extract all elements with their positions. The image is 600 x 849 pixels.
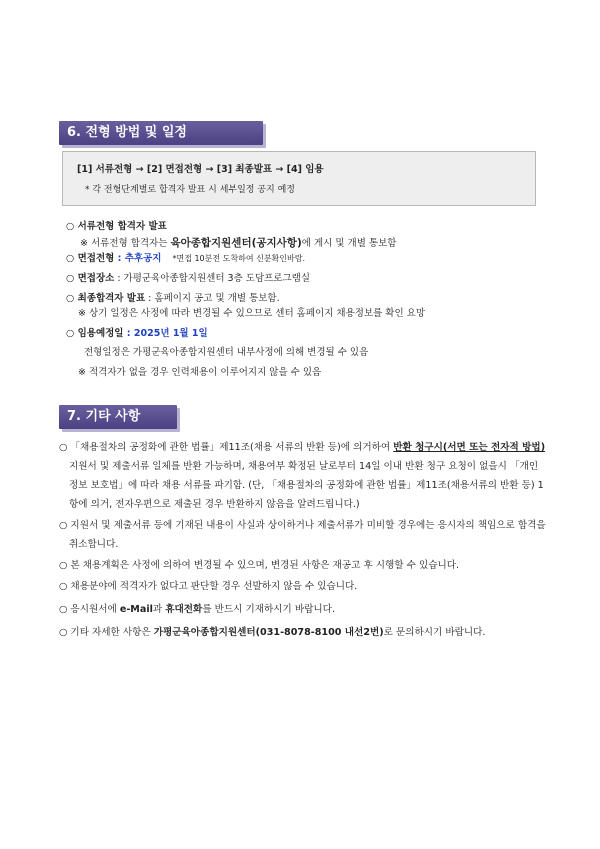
inquiry-c: 로 문의하시기 바랍니다. [383, 627, 486, 638]
doc-result-note-post: 에 게시 및 개별 통보함 [301, 238, 397, 249]
steps-line: [1] 서류전형 → [2] 면접전형 → [3] 최종발표 → [4] 임용 [77, 164, 324, 175]
doc-result-note [80, 236, 396, 251]
doc-result-note-pre: ※ 서류전형 합격자는 [80, 238, 171, 249]
steps-box [62, 151, 536, 206]
section7-heading: 7. 기타 사항 [59, 405, 177, 429]
inquiry-a: ○ 기타 자세한 사항은 [59, 627, 154, 638]
steps-note: * 각 전형단계별로 합격자 발표 시 세부일정 공지 예정 [85, 185, 295, 195]
final-line [66, 292, 280, 306]
notice-return-a: ○ 「채용절차의 공정화에 관한 법률」제11조(채용 서류의 반환 등)에 의거하여 [59, 442, 394, 453]
interview-note: *면접 10분전 도착하여 신분확인바람. [172, 254, 306, 263]
notice-no-candidate: ○ 채용분야에 적격자가 없다고 판단할 경우 선발하지 않을 수 있습니다. [59, 581, 358, 592]
doc-result-note-org: 육아종합지원센터(공지사항) [170, 237, 302, 249]
doc-result-label: ○ 서류전형 합격자 발표 [66, 221, 167, 232]
interview-value: : 추후공지 [114, 253, 162, 264]
contact-phone: 휴대전화 [165, 604, 203, 615]
contact-a: ○ 응시원서에 [59, 604, 120, 615]
section6-heading: 6. 전형 방법 및 일정 [59, 121, 263, 145]
final-note: ※ 상기 일정은 사정에 따라 변경될 수 있으므로 센터 홈페이지 채용정보를 확인 요망 [78, 308, 426, 319]
notice-inquiry [59, 623, 547, 642]
start-label: ○ 임용예정일 [66, 328, 124, 339]
start-note: 전형일정은 가평군육아종합지원센터 내부사정에 의해 변경될 수 있음 [84, 347, 369, 358]
start-value: : 2025년 1월 1일 [123, 328, 208, 339]
notice-return [59, 438, 547, 514]
interview-line [66, 252, 305, 266]
interview-label: ○ 면접전형 [66, 253, 115, 264]
section7-body [59, 438, 547, 642]
contact-c: 과 [152, 604, 166, 615]
start-line [66, 327, 208, 341]
final-label: ○ 최종합격자 발표 [66, 293, 146, 304]
notice-return-c: 지원서 및 제출서류 일체를 반환 가능하며, 채용여부 확정된 날로부터 14일 이내 반환 청구 요청이 없을시 「개인정보 보호법」에 따라 채용 서류를 파기함. (단, 「채용절차의 공정화에 관한 법률」제11조(채용서류의 반환 등) 1항에 의거, 전자우편으로 제출된 경우 반환하지 않음을 알려드립니다.) [69, 461, 544, 510]
notice-contact-info [59, 600, 547, 619]
start-note2: ※ 적격자가 없을 경우 인력채용이 이루어지지 않을 수 있음 [78, 367, 322, 378]
place-value: : 가평군육아종합지원센터 3층 도담프로그램실 [114, 273, 311, 284]
contact-e: 를 반드시 기재하시기 바랍니다. [202, 604, 335, 615]
final-value: : 홈페이지 공고 및 개별 통보함. [145, 293, 280, 304]
notice-change: ○ 본 채용계획은 사정에 의하여 변경될 수 있으며, 변경된 사항은 재공고 후 시행할 수 있습니다. [59, 560, 460, 571]
inquiry-center: 가평군육아종합지원센터(031-8078-8100 내선2번) [153, 627, 384, 638]
place-label: ○ 면접장소 [66, 273, 115, 284]
place-line [66, 272, 310, 286]
notice-cancel: ○ 지원서 및 제출서류 등에 기재된 내용이 사실과 상이하거나 제출서류가 미비할 경우에는 응시자의 책임으로 합격을 취소합니다. [59, 520, 546, 550]
notice-return-b: 반환 청구시(서면 또는 전자적 방법) [393, 442, 546, 453]
contact-email: e-Mail [119, 604, 153, 615]
